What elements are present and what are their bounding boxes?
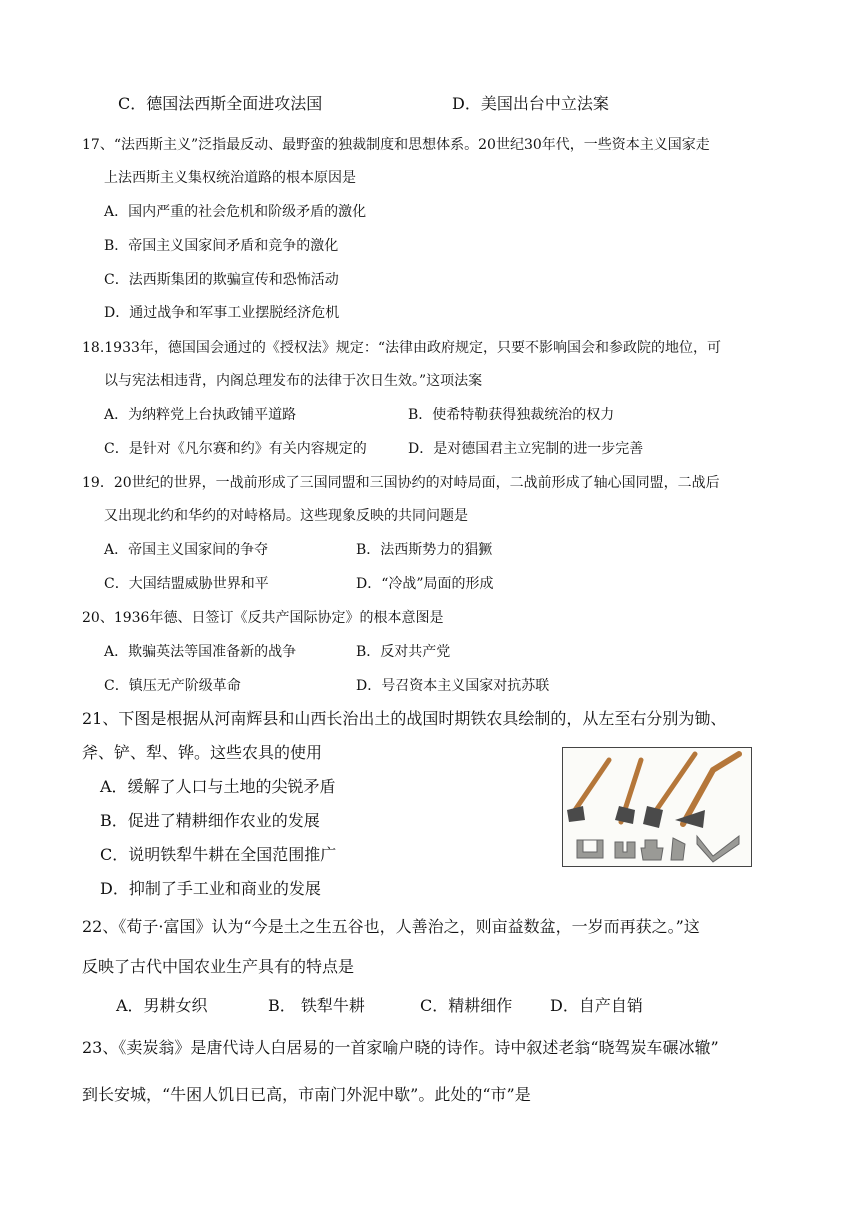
- q19-option-a: A．帝国主义国家间的争夺: [104, 542, 269, 558]
- q17-option-a: A．国内严重的社会危机和阶级矛盾的激化: [104, 204, 367, 220]
- q19-option-b: B．法西斯势力的猖獗: [356, 542, 493, 558]
- q17-option-c: C．法西斯集团的欺骗宣传和恐怖活动: [104, 272, 339, 288]
- q19-stem-line1: 19．20世纪的世界，一战前形成了三国同盟和三国协约的对峙局面，二战前形成了轴心国同盟，二战后: [82, 475, 720, 491]
- q22-stem-line2: 反映了古代中国农业生产具有的特点是: [82, 957, 355, 976]
- q18-option-b: B．使希特勒获得独裁统治的权力: [408, 407, 615, 423]
- q17-stem-line2: 上法西斯主义集权统治道路的根本原因是: [104, 170, 356, 186]
- q22-option-d: D．自产自销: [550, 996, 643, 1015]
- q18-option-d: D．是对德国君主立宪制的进一步完善: [408, 441, 644, 457]
- q20-option-b: B．反对共产党: [356, 644, 451, 660]
- hoe-icon: [567, 760, 609, 822]
- q21-stem-line2: 斧、铲、犁、铧。这些农具的使用: [82, 743, 323, 762]
- q23-stem-line1: 23、《卖炭翁》是唐代诗人白居易的一首家喻户晓的诗作。诗中叙述老翁“晓驾炭车碾冰辙”: [82, 1038, 719, 1057]
- q22-options-row: [116, 996, 716, 1016]
- q19-options-row1: [104, 541, 704, 559]
- q17-option-b: B．帝国主义国家间矛盾和竞争的激化: [104, 238, 339, 254]
- axe-icon: [615, 760, 641, 824]
- q16-options: [118, 94, 718, 114]
- q21-stem-line1: 21、下图是根据从河南辉县和山西长治出土的战国时期铁农具绘制的，从左至右分别为锄、: [82, 709, 727, 728]
- q19-option-c: C．大国结盟威胁世界和平: [104, 576, 269, 592]
- q18-stem-line2: 以与宪法相违背，内阁总理发布的法律于次日生效。”这项法案: [104, 373, 483, 389]
- q21-option-b: B．促进了精耕细作农业的发展: [100, 811, 320, 830]
- q21-option-d: D．抑制了手工业和商业的发展: [100, 879, 321, 898]
- q16-option-d: D．美国出台中立法案: [452, 94, 609, 113]
- q20-options-row2: [104, 677, 704, 695]
- q20-options-row1: [104, 643, 704, 661]
- q19-options-row2: [104, 575, 704, 593]
- q20-option-d: D．号召资本主义国家对抗苏联: [356, 678, 550, 694]
- q18-option-c: C．是针对《凡尔赛和约》有关内容规定的: [104, 441, 367, 457]
- q20-option-c: C．镇压无产阶级革命: [104, 678, 241, 694]
- q23-stem-line2: 到长安城，“牛困人饥日已高，市南门外泥中歇”。此处的“市”是: [82, 1085, 531, 1104]
- q18-stem-line1: 18.1933年，德国国会通过的《授权法》规定：“法律由政府规定，只要不影响国会和参政院的地位，可: [82, 340, 722, 356]
- iron-tools-illustration: [563, 748, 751, 866]
- q22-option-b: B． 铁犁牛耕: [268, 996, 365, 1015]
- q18-options-row1: [104, 406, 704, 424]
- iron-blades-icon: [577, 836, 739, 862]
- q18-option-a: A．为纳粹党上台执政铺平道路: [104, 407, 297, 423]
- q17-option-d: D．通过战争和军事工业摆脱经济危机: [104, 305, 340, 321]
- q16-option-c: C．德国法西斯全面进攻法国: [118, 94, 323, 113]
- q17-stem-line1: 17、“法西斯主义”泛指最反动、最野蛮的独裁制度和思想体系。20世纪30年代，一些资本主义国家走: [82, 137, 710, 153]
- q19-stem-line2: 又出现北约和华约的对峙格局。这些现象反映的共同问题是: [104, 508, 468, 524]
- q22-option-a: A．男耕女织: [116, 996, 208, 1015]
- q22-stem-line1: 22、《荀子·富国》认为“今是土之生五谷也，人善治之，则亩益数盆，一岁而再获之。”这: [82, 917, 700, 936]
- q21-option-c: C．说明铁犁牛耕在全国范围推广: [100, 845, 337, 864]
- q20-stem-line1: 20、1936年德、日签订《反共产国际协定》的根本意图是: [82, 610, 444, 626]
- q22-option-c: C．精耕细作: [420, 996, 513, 1015]
- q21-option-a: A．缓解了人口与土地的尖锐矛盾: [100, 777, 336, 796]
- iron-tools-figure: [562, 747, 752, 867]
- q20-option-a: A．欺骗英法等国准备新的战争: [104, 644, 297, 660]
- q18-options-row2: [104, 440, 704, 458]
- q19-option-d: D．“冷战”局面的形成: [356, 576, 494, 592]
